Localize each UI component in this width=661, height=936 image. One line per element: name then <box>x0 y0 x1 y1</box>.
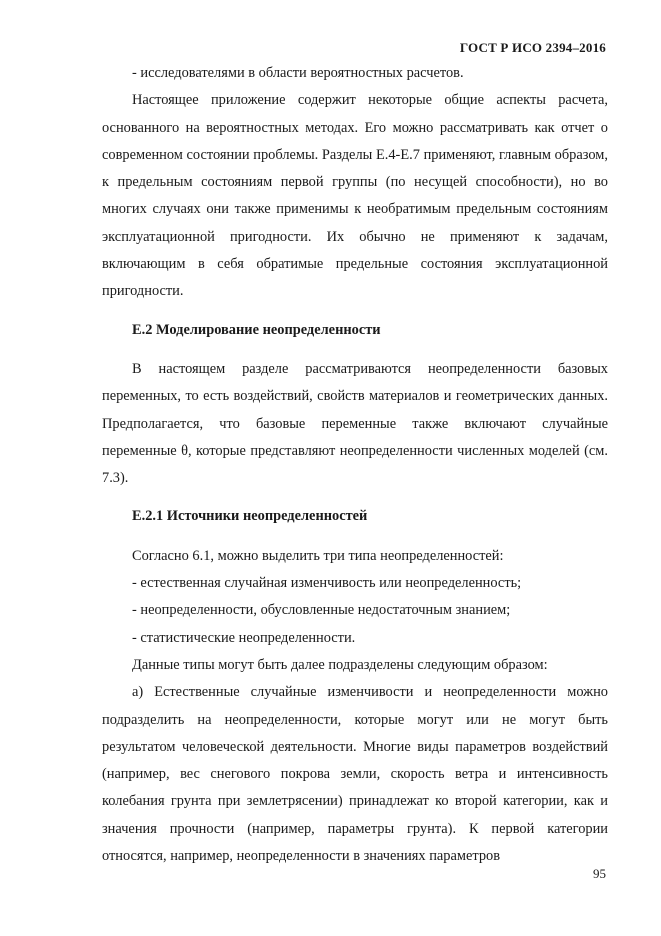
paragraph-intro: Настоящее приложение содержит некоторые общие аспекты расчета, основанного на вероятностных методах. Его можно рассматривать как отчет о современном состоянии проблемы. Разделы Е.4-Е.7 применяют, главным образом, к предельным состояниям первой группы (по несущей способности), но во многих случаях они также применимы к необратимым предельным состояниям эксплуатационной пригодности. Их обычно не применяют к задачам, включающим в себя обратимые предельные состояния эксплуатационной пригодности. <box>102 92 608 300</box>
section-heading-e2: Е.2 Моделирование неопределенности <box>132 321 381 338</box>
page-number: 95 <box>593 866 606 881</box>
paragraph-subdivision: Данные типы могут быть далее подразделены следующим образом: <box>132 656 548 673</box>
list-item: - естественная случайная изменчивость или неопределенность; <box>132 575 522 592</box>
paragraph-uncertainty-modeling: В настоящем разделе рассматриваются неопределенности базовых переменных, то есть воздействий, свойств материалов и геометрических данных. Предполагается, что базовые переменные также включают случайные переменные θ, которые представляют неопределенности численных моделей (см. 7.3). <box>102 360 608 487</box>
document-body <box>102 60 608 870</box>
standard-code-header: ГОСТ Р ИСО 2394–2016 <box>459 40 606 55</box>
intro-bullet: - исследователями в области вероятностных расчетов. <box>132 65 464 81</box>
list-item: - статистические неопределенности. <box>132 629 356 646</box>
section-heading-e21: Е.2.1 Источники неопределенностей <box>132 508 368 525</box>
paragraph-uncertainty-types: Согласно 6.1, можно выделить три типа неопределенностей: <box>132 547 504 564</box>
paragraph-item-a: а) Естественные случайные изменчивости и неопределенности можно подразделить на неопределенности, которые могут или не могут быть результатом человеческой деятельности. Многие виды параметров воздействий (например, вес снегового покрова земли, скорость ветра и интенсивность колебания грунта при землетрясении) принадлежат ко второй категории, как и значения прочности (например, параметры грунта). К первой категории относятся, например, неопределенности в значениях параметров <box>102 684 608 865</box>
list-item: - неопределенности, обусловленные недостаточным знанием; <box>132 602 511 619</box>
